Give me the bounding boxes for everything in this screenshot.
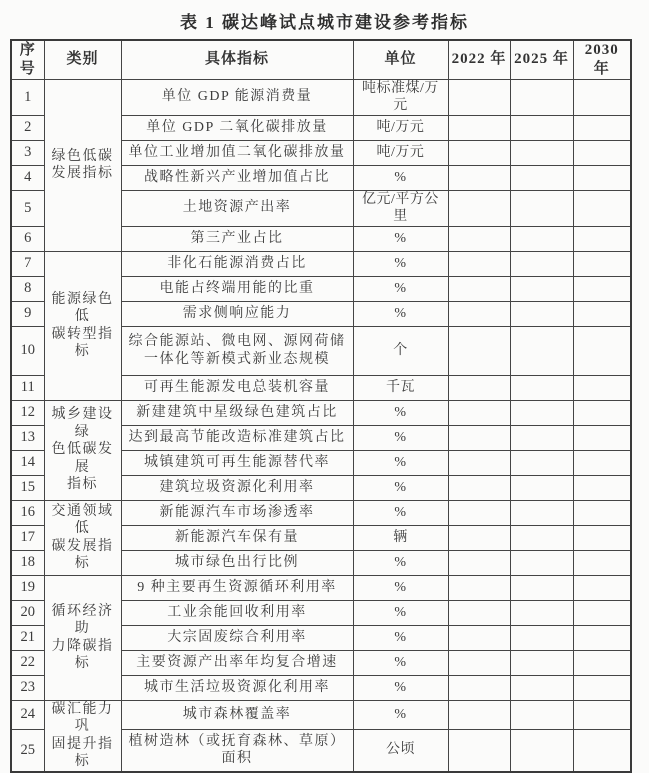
- indicator-cell: 战略性新兴产业增加值占比: [121, 165, 353, 190]
- indicator-cell: 土地资源产出率: [121, 190, 353, 226]
- unit-cell: 吨标准煤/万元: [353, 79, 448, 115]
- indicator-cell: 可再生能源发电总装机容量: [121, 375, 353, 400]
- table-row: [11, 500, 631, 525]
- indicator-cell: 非化石能源消费占比: [121, 251, 353, 276]
- unit-cell: 辆: [353, 525, 448, 550]
- value-2030: [573, 425, 631, 450]
- indicator-cell: 单位 GDP 二氧化碳排放量: [121, 115, 353, 140]
- value-2022: [448, 190, 510, 226]
- row-number: 15: [11, 475, 44, 500]
- value-2022: [448, 425, 510, 450]
- unit-cell: %: [353, 475, 448, 500]
- indicator-cell: 建筑垃圾资源化利用率: [121, 475, 353, 500]
- value-2030: [573, 140, 631, 165]
- indicator-cell: 工业余能回收利用率: [121, 600, 353, 625]
- indicator-cell: 新能源汽车保有量: [121, 525, 353, 550]
- unit-cell: 吨/万元: [353, 115, 448, 140]
- row-number: 7: [11, 251, 44, 276]
- unit-cell: 吨/万元: [353, 140, 448, 165]
- value-2022: [448, 226, 510, 251]
- indicator-cell: 主要资源产出率年均复合增速: [121, 650, 353, 675]
- indicator-cell: 城市森林覆盖率: [121, 700, 353, 729]
- col-header-2022: 2022 年: [448, 40, 510, 79]
- row-number: 5: [11, 190, 44, 226]
- value-2030: [573, 79, 631, 115]
- indicator-table: [10, 39, 632, 773]
- value-2030: [573, 276, 631, 301]
- unit-cell: %: [353, 165, 448, 190]
- value-2030: [573, 400, 631, 425]
- indicator-cell: 第三产业占比: [121, 226, 353, 251]
- value-2025: [510, 700, 573, 729]
- value-2025: [510, 79, 573, 115]
- value-2022: [448, 700, 510, 729]
- col-header-unit: 单位: [353, 40, 448, 79]
- value-2022: [448, 525, 510, 550]
- value-2025: [510, 165, 573, 190]
- row-number: 17: [11, 525, 44, 550]
- row-number: 13: [11, 425, 44, 450]
- category-cell-circular-economy: 循环经济助 力降碳指标: [44, 575, 121, 700]
- header-row: [11, 40, 631, 79]
- value-2030: [573, 500, 631, 525]
- unit-cell: %: [353, 675, 448, 700]
- unit-cell: 公顷: [353, 729, 448, 771]
- value-2022: [448, 251, 510, 276]
- unit-cell: %: [353, 251, 448, 276]
- row-number: 4: [11, 165, 44, 190]
- indicator-cell: 城镇建筑可再生能源替代率: [121, 450, 353, 475]
- value-2030: [573, 301, 631, 326]
- unit-cell: %: [353, 600, 448, 625]
- row-number: 18: [11, 550, 44, 575]
- row-number: 16: [11, 500, 44, 525]
- unit-cell: %: [353, 425, 448, 450]
- col-header-2025: 2025 年: [510, 40, 573, 79]
- value-2030: [573, 525, 631, 550]
- value-2022: [448, 500, 510, 525]
- table-row: [11, 575, 631, 600]
- value-2030: [573, 575, 631, 600]
- value-2022: [448, 115, 510, 140]
- indicator-cell: 新能源汽车市场渗透率: [121, 500, 353, 525]
- row-number: 20: [11, 600, 44, 625]
- value-2030: [573, 729, 631, 771]
- unit-cell: %: [353, 301, 448, 326]
- unit-cell: 千瓦: [353, 375, 448, 400]
- value-2025: [510, 550, 573, 575]
- col-header-indicator: 具体指标: [121, 40, 353, 79]
- value-2022: [448, 79, 510, 115]
- unit-cell: %: [353, 575, 448, 600]
- unit-cell: %: [353, 400, 448, 425]
- indicator-cell: 需求侧响应能力: [121, 301, 353, 326]
- table-row: [11, 400, 631, 425]
- col-header-2030: 2030 年: [573, 40, 631, 79]
- value-2030: [573, 700, 631, 729]
- indicator-cell: 电能占终端用能的比重: [121, 276, 353, 301]
- row-number: 24: [11, 700, 44, 729]
- indicator-cell: 单位工业增加值二氧化碳排放量: [121, 140, 353, 165]
- value-2022: [448, 650, 510, 675]
- table-row: [11, 251, 631, 276]
- value-2030: [573, 650, 631, 675]
- value-2025: [510, 251, 573, 276]
- value-2030: [573, 326, 631, 375]
- row-number: 9: [11, 301, 44, 326]
- indicator-cell: 单位 GDP 能源消费量: [121, 79, 353, 115]
- value-2030: [573, 450, 631, 475]
- category-cell-transport: 交通领域低 碳发展指标: [44, 500, 121, 575]
- category-cell-carbon-sink: 碳汇能力巩 固提升指标: [44, 700, 121, 772]
- unit-cell: %: [353, 650, 448, 675]
- row-number: 2: [11, 115, 44, 140]
- indicator-cell: 新建建筑中星级绿色建筑占比: [121, 400, 353, 425]
- value-2025: [510, 729, 573, 771]
- row-number: 3: [11, 140, 44, 165]
- value-2022: [448, 326, 510, 375]
- unit-cell: %: [353, 500, 448, 525]
- unit-cell: %: [353, 450, 448, 475]
- row-number: 12: [11, 400, 44, 425]
- value-2025: [510, 375, 573, 400]
- value-2025: [510, 500, 573, 525]
- col-header-category: 类别: [44, 40, 121, 79]
- value-2025: [510, 425, 573, 450]
- value-2030: [573, 251, 631, 276]
- value-2025: [510, 301, 573, 326]
- value-2025: [510, 450, 573, 475]
- value-2022: [448, 165, 510, 190]
- value-2030: [573, 675, 631, 700]
- indicator-cell: 综合能源站、微电网、源网荷储 一体化等新模式新业态规模: [121, 326, 353, 375]
- row-number: 10: [11, 326, 44, 375]
- value-2030: [573, 625, 631, 650]
- value-2025: [510, 226, 573, 251]
- page-title: 表 1 碳达峰试点城市建设参考指标: [180, 13, 469, 32]
- table-row: [11, 700, 631, 729]
- row-number: 19: [11, 575, 44, 600]
- value-2025: [510, 600, 573, 625]
- unit-cell: 个: [353, 326, 448, 375]
- unit-cell: %: [353, 550, 448, 575]
- value-2022: [448, 400, 510, 425]
- value-2030: [573, 165, 631, 190]
- row-number: 6: [11, 226, 44, 251]
- value-2022: [448, 450, 510, 475]
- value-2025: [510, 115, 573, 140]
- value-2022: [448, 625, 510, 650]
- value-2030: [573, 600, 631, 625]
- value-2022: [448, 301, 510, 326]
- value-2025: [510, 650, 573, 675]
- value-2022: [448, 276, 510, 301]
- value-2025: [510, 276, 573, 301]
- value-2025: [510, 140, 573, 165]
- indicator-cell: 达到最高节能改造标准建筑占比: [121, 425, 353, 450]
- value-2030: [573, 550, 631, 575]
- unit-cell: 亿元/平方公里: [353, 190, 448, 226]
- value-2025: [510, 525, 573, 550]
- category-cell-energy-transition: 能源绿色低 碳转型指标: [44, 251, 121, 400]
- row-number: 1: [11, 79, 44, 115]
- value-2025: [510, 625, 573, 650]
- value-2022: [448, 475, 510, 500]
- row-number: 23: [11, 675, 44, 700]
- indicator-cell: 大宗固废综合利用率: [121, 625, 353, 650]
- category-cell-green-lowcarbon: 绿色低碳 发展指标: [44, 79, 121, 251]
- value-2030: [573, 190, 631, 226]
- value-2025: [510, 575, 573, 600]
- row-number: 14: [11, 450, 44, 475]
- indicator-cell: 城市生活垃圾资源化利用率: [121, 675, 353, 700]
- value-2025: [510, 475, 573, 500]
- value-2025: [510, 400, 573, 425]
- value-2022: [448, 675, 510, 700]
- col-header-no: 序号: [11, 40, 44, 79]
- indicator-cell: 植树造林（或抚育森林、草原）面积: [121, 729, 353, 771]
- unit-cell: %: [353, 276, 448, 301]
- row-number: 11: [11, 375, 44, 400]
- indicator-cell: 城市绿色出行比例: [121, 550, 353, 575]
- row-number: 25: [11, 729, 44, 771]
- value-2022: [448, 600, 510, 625]
- row-number: 22: [11, 650, 44, 675]
- value-2025: [510, 675, 573, 700]
- unit-cell: %: [353, 625, 448, 650]
- value-2030: [573, 375, 631, 400]
- unit-cell: %: [353, 226, 448, 251]
- value-2030: [573, 226, 631, 251]
- table-row: [11, 79, 631, 115]
- indicator-cell: 9 种主要再生资源循环利用率: [121, 575, 353, 600]
- row-number: 8: [11, 276, 44, 301]
- value-2025: [510, 190, 573, 226]
- unit-cell: %: [353, 700, 448, 729]
- value-2022: [448, 550, 510, 575]
- value-2022: [448, 575, 510, 600]
- value-2022: [448, 729, 510, 771]
- value-2022: [448, 140, 510, 165]
- value-2022: [448, 375, 510, 400]
- value-2030: [573, 475, 631, 500]
- category-cell-urban-rural: 城乡建设绿 色低碳发展 指标: [44, 400, 121, 500]
- row-number: 21: [11, 625, 44, 650]
- value-2030: [573, 115, 631, 140]
- value-2025: [510, 326, 573, 375]
